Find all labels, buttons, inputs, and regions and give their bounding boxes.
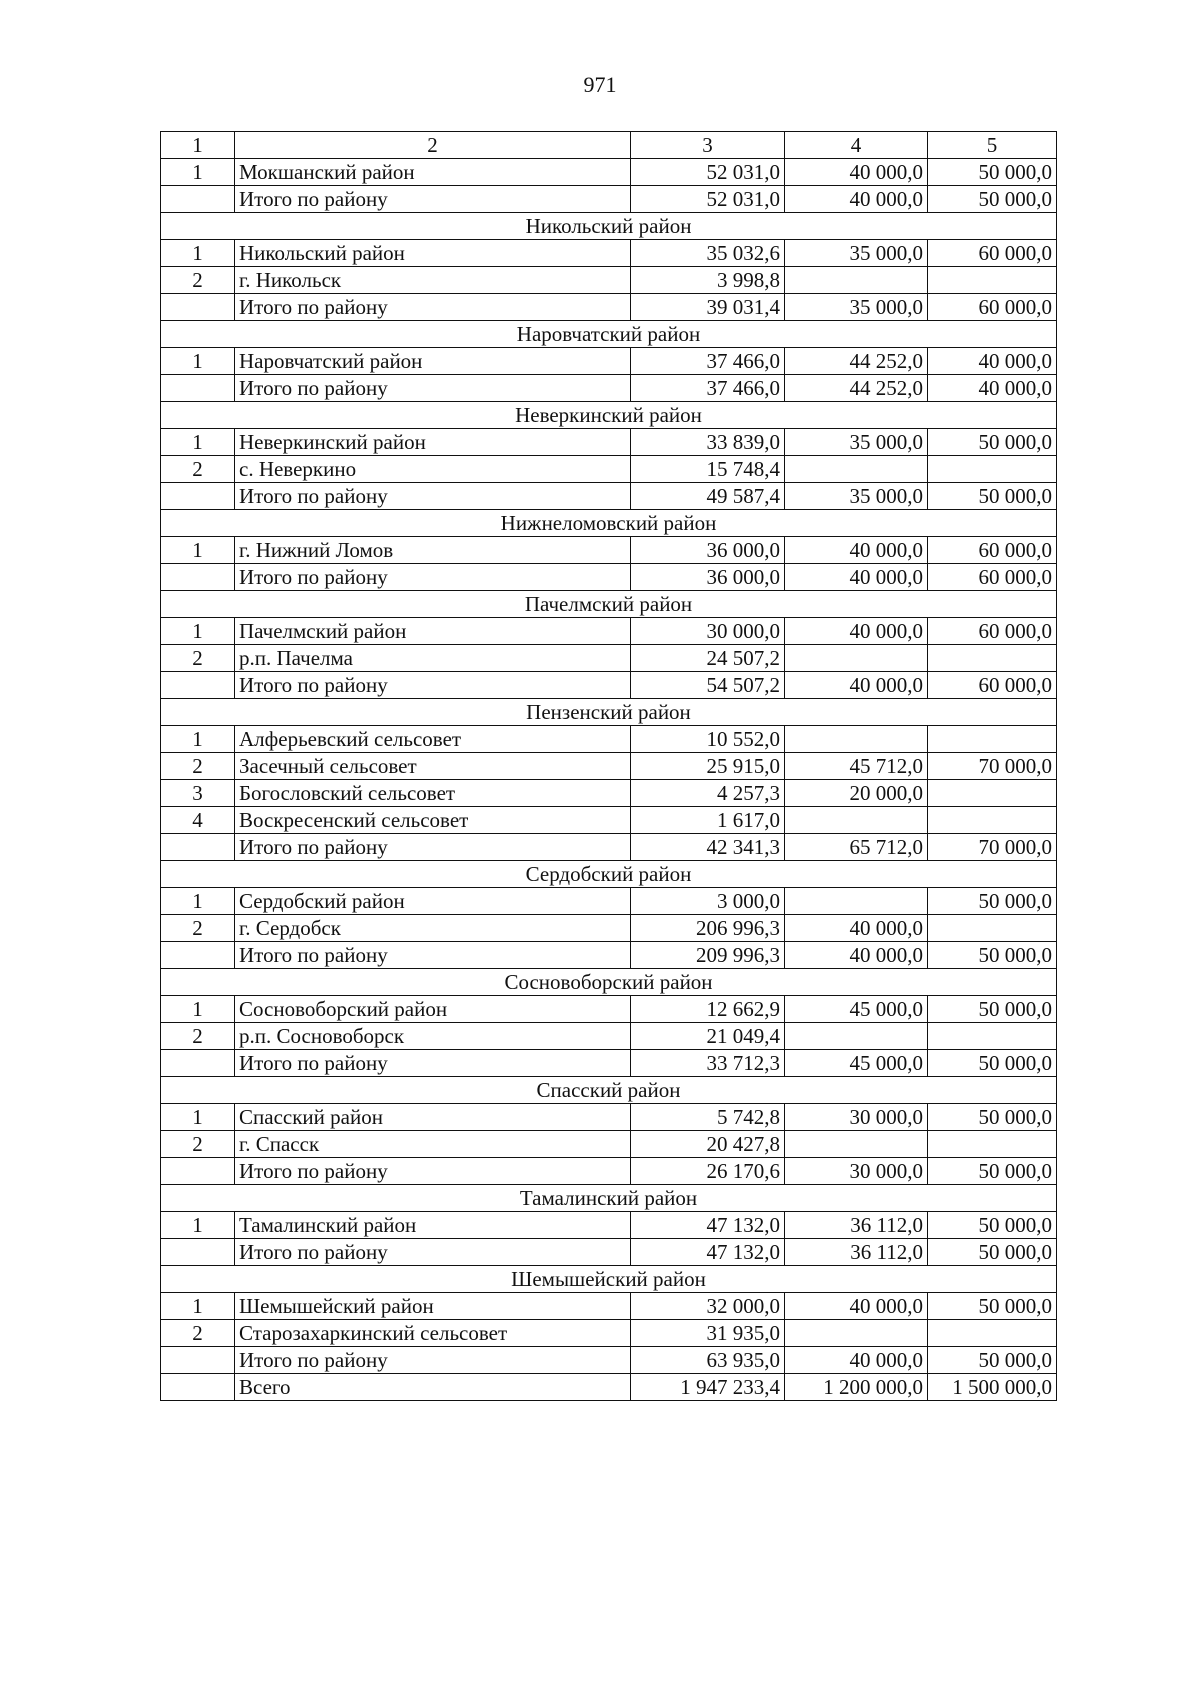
row-name: Итого по району xyxy=(235,942,631,969)
value-col4: 40 000,0 xyxy=(785,537,928,564)
value-col4: 40 000,0 xyxy=(785,618,928,645)
value-col5: 50 000,0 xyxy=(928,1050,1057,1077)
column-header: 2 xyxy=(235,132,631,159)
table-row xyxy=(161,726,1057,753)
row-name: Спасский район xyxy=(235,1104,631,1131)
value-col5 xyxy=(928,1320,1057,1347)
table-row xyxy=(161,456,1057,483)
row-name: г. Спасск xyxy=(235,1131,631,1158)
value-col4: 36 112,0 xyxy=(785,1212,928,1239)
row-number: 1 xyxy=(161,996,235,1023)
row-name: Итого по району xyxy=(235,1239,631,1266)
total-row xyxy=(161,834,1057,861)
value-col3: 3 998,8 xyxy=(631,267,785,294)
budget-table xyxy=(160,131,1057,1401)
section-row xyxy=(161,321,1057,348)
value-col4 xyxy=(785,1320,928,1347)
row-number xyxy=(161,294,235,321)
value-col3: 33 712,3 xyxy=(631,1050,785,1077)
table-row xyxy=(161,645,1057,672)
row-number: 2 xyxy=(161,1320,235,1347)
row-number: 1 xyxy=(161,1104,235,1131)
value-col4: 40 000,0 xyxy=(785,1293,928,1320)
value-col4: 65 712,0 xyxy=(785,834,928,861)
value-col4 xyxy=(785,456,928,483)
table-row xyxy=(161,537,1057,564)
value-col5: 50 000,0 xyxy=(928,483,1057,510)
total-row xyxy=(161,375,1057,402)
row-number: 2 xyxy=(161,456,235,483)
row-number: 2 xyxy=(161,915,235,942)
value-col3: 39 031,4 xyxy=(631,294,785,321)
value-col3: 47 132,0 xyxy=(631,1212,785,1239)
header-row xyxy=(161,132,1057,159)
value-col3: 21 049,4 xyxy=(631,1023,785,1050)
table-row xyxy=(161,1023,1057,1050)
value-col5: 50 000,0 xyxy=(928,888,1057,915)
row-name: Всего xyxy=(235,1374,631,1401)
value-col4: 30 000,0 xyxy=(785,1158,928,1185)
section-title: Никольский район xyxy=(161,213,1057,240)
value-col4: 40 000,0 xyxy=(785,186,928,213)
section-row xyxy=(161,1185,1057,1212)
row-number: 1 xyxy=(161,240,235,267)
value-col3: 4 257,3 xyxy=(631,780,785,807)
value-col5 xyxy=(928,456,1057,483)
row-name: Старозахаркинский сельсовет xyxy=(235,1320,631,1347)
section-title: Наровчатский район xyxy=(161,321,1057,348)
table-row xyxy=(161,618,1057,645)
row-number xyxy=(161,186,235,213)
value-col5: 50 000,0 xyxy=(928,942,1057,969)
value-col5: 60 000,0 xyxy=(928,537,1057,564)
section-title: Тамалинский район xyxy=(161,1185,1057,1212)
value-col5: 50 000,0 xyxy=(928,996,1057,1023)
table-body xyxy=(161,132,1057,1401)
value-col5: 70 000,0 xyxy=(928,834,1057,861)
row-number: 2 xyxy=(161,1131,235,1158)
value-col3: 36 000,0 xyxy=(631,564,785,591)
value-col5: 60 000,0 xyxy=(928,294,1057,321)
row-name: Алферьевский сельсовет xyxy=(235,726,631,753)
row-name: Богословский сельсовет xyxy=(235,780,631,807)
value-col3: 63 935,0 xyxy=(631,1347,785,1374)
value-col3: 54 507,2 xyxy=(631,672,785,699)
table-row xyxy=(161,1320,1057,1347)
row-name: г. Сердобск xyxy=(235,915,631,942)
row-name: Итого по району xyxy=(235,1347,631,1374)
value-col3: 35 032,6 xyxy=(631,240,785,267)
row-number: 2 xyxy=(161,1023,235,1050)
value-col4: 40 000,0 xyxy=(785,1347,928,1374)
value-col5: 60 000,0 xyxy=(928,672,1057,699)
row-name: Неверкинский район xyxy=(235,429,631,456)
row-number: 3 xyxy=(161,780,235,807)
row-name: Тамалинский район xyxy=(235,1212,631,1239)
row-number: 2 xyxy=(161,753,235,780)
section-row xyxy=(161,402,1057,429)
page-number: 971 xyxy=(583,72,617,97)
value-col5: 40 000,0 xyxy=(928,348,1057,375)
value-col5: 50 000,0 xyxy=(928,1239,1057,1266)
value-col3: 47 132,0 xyxy=(631,1239,785,1266)
value-col5: 50 000,0 xyxy=(928,159,1057,186)
section-row xyxy=(161,699,1057,726)
table-row xyxy=(161,753,1057,780)
value-col5 xyxy=(928,645,1057,672)
row-number xyxy=(161,1239,235,1266)
value-col3: 37 466,0 xyxy=(631,348,785,375)
row-number: 2 xyxy=(161,645,235,672)
section-row xyxy=(161,1266,1057,1293)
section-title: Сердобский район xyxy=(161,861,1057,888)
total-row xyxy=(161,294,1057,321)
row-name: Мокшанский район xyxy=(235,159,631,186)
row-name: Сердобский район xyxy=(235,888,631,915)
value-col5: 60 000,0 xyxy=(928,618,1057,645)
row-name: Наровчатский район xyxy=(235,348,631,375)
row-number xyxy=(161,1050,235,1077)
value-col4: 45 000,0 xyxy=(785,996,928,1023)
table-row xyxy=(161,1131,1057,1158)
table-row xyxy=(161,996,1057,1023)
value-col5: 60 000,0 xyxy=(928,564,1057,591)
section-title: Сосновоборский район xyxy=(161,969,1057,996)
section-row xyxy=(161,510,1057,537)
row-name: р.п. Сосновоборск xyxy=(235,1023,631,1050)
total-row xyxy=(161,1158,1057,1185)
row-name: Шемышейский район xyxy=(235,1293,631,1320)
value-col4: 44 252,0 xyxy=(785,375,928,402)
value-col4 xyxy=(785,888,928,915)
column-header: 1 xyxy=(161,132,235,159)
table-row xyxy=(161,780,1057,807)
value-col4: 1 200 000,0 xyxy=(785,1374,928,1401)
value-col3: 15 748,4 xyxy=(631,456,785,483)
section-row xyxy=(161,861,1057,888)
value-col3: 52 031,0 xyxy=(631,159,785,186)
value-col4 xyxy=(785,1131,928,1158)
total-row xyxy=(161,1347,1057,1374)
value-col3: 37 466,0 xyxy=(631,375,785,402)
row-name: Итого по району xyxy=(235,672,631,699)
total-row xyxy=(161,1374,1057,1401)
row-number: 1 xyxy=(161,159,235,186)
row-name: Итого по району xyxy=(235,564,631,591)
row-number: 1 xyxy=(161,726,235,753)
value-col3: 206 996,3 xyxy=(631,915,785,942)
value-col5 xyxy=(928,915,1057,942)
section-row xyxy=(161,1077,1057,1104)
value-col5: 50 000,0 xyxy=(928,1347,1057,1374)
total-row xyxy=(161,186,1057,213)
row-name: Воскресенский сельсовет xyxy=(235,807,631,834)
value-col4: 36 112,0 xyxy=(785,1239,928,1266)
value-col3: 42 341,3 xyxy=(631,834,785,861)
value-col4 xyxy=(785,807,928,834)
row-name: Сосновоборский район xyxy=(235,996,631,1023)
row-number xyxy=(161,942,235,969)
value-col5 xyxy=(928,726,1057,753)
row-number xyxy=(161,672,235,699)
column-header: 3 xyxy=(631,132,785,159)
section-title: Пачелмский район xyxy=(161,591,1057,618)
value-col3: 49 587,4 xyxy=(631,483,785,510)
total-row xyxy=(161,1050,1057,1077)
section-title: Шемышейский район xyxy=(161,1266,1057,1293)
row-name: Засечный сельсовет xyxy=(235,753,631,780)
value-col3: 1 947 233,4 xyxy=(631,1374,785,1401)
value-col3: 25 915,0 xyxy=(631,753,785,780)
value-col5: 50 000,0 xyxy=(928,186,1057,213)
value-col5: 50 000,0 xyxy=(928,1212,1057,1239)
row-name: с. Неверкино xyxy=(235,456,631,483)
value-col3: 52 031,0 xyxy=(631,186,785,213)
row-number: 1 xyxy=(161,429,235,456)
column-header: 5 xyxy=(928,132,1057,159)
value-col3: 24 507,2 xyxy=(631,645,785,672)
row-number: 1 xyxy=(161,537,235,564)
value-col4 xyxy=(785,1023,928,1050)
value-col4: 40 000,0 xyxy=(785,942,928,969)
table-row xyxy=(161,915,1057,942)
column-header: 4 xyxy=(785,132,928,159)
table-row xyxy=(161,1293,1057,1320)
value-col3: 5 742,8 xyxy=(631,1104,785,1131)
value-col3: 33 839,0 xyxy=(631,429,785,456)
table-row xyxy=(161,429,1057,456)
row-number: 1 xyxy=(161,618,235,645)
section-row xyxy=(161,969,1057,996)
value-col5 xyxy=(928,807,1057,834)
row-name: Итого по району xyxy=(235,294,631,321)
row-number xyxy=(161,834,235,861)
total-row xyxy=(161,942,1057,969)
value-col3: 30 000,0 xyxy=(631,618,785,645)
table-row xyxy=(161,240,1057,267)
value-col5 xyxy=(928,780,1057,807)
row-name: Итого по району xyxy=(235,375,631,402)
row-number xyxy=(161,375,235,402)
row-name: Итого по району xyxy=(235,186,631,213)
row-number: 2 xyxy=(161,267,235,294)
row-number: 1 xyxy=(161,888,235,915)
row-name: Итого по району xyxy=(235,1158,631,1185)
value-col4: 40 000,0 xyxy=(785,564,928,591)
value-col4 xyxy=(785,645,928,672)
row-number xyxy=(161,1347,235,1374)
value-col5: 50 000,0 xyxy=(928,429,1057,456)
value-col3: 32 000,0 xyxy=(631,1293,785,1320)
value-col4: 35 000,0 xyxy=(785,429,928,456)
table-row xyxy=(161,888,1057,915)
row-number xyxy=(161,564,235,591)
value-col4 xyxy=(785,267,928,294)
total-row xyxy=(161,1239,1057,1266)
value-col4: 20 000,0 xyxy=(785,780,928,807)
value-col5 xyxy=(928,1023,1057,1050)
table-row xyxy=(161,1104,1057,1131)
value-col4: 35 000,0 xyxy=(785,294,928,321)
value-col5: 60 000,0 xyxy=(928,240,1057,267)
section-title: Спасский район xyxy=(161,1077,1057,1104)
row-number xyxy=(161,483,235,510)
total-row xyxy=(161,672,1057,699)
row-number xyxy=(161,1158,235,1185)
section-title: Нижнеломовский район xyxy=(161,510,1057,537)
value-col5: 40 000,0 xyxy=(928,375,1057,402)
value-col3: 20 427,8 xyxy=(631,1131,785,1158)
value-col4: 40 000,0 xyxy=(785,159,928,186)
section-title: Неверкинский район xyxy=(161,402,1057,429)
value-col3: 31 935,0 xyxy=(631,1320,785,1347)
row-name: Пачелмский район xyxy=(235,618,631,645)
table-row xyxy=(161,348,1057,375)
table-row xyxy=(161,159,1057,186)
value-col5: 50 000,0 xyxy=(928,1158,1057,1185)
table-row xyxy=(161,807,1057,834)
total-row xyxy=(161,483,1057,510)
value-col3: 26 170,6 xyxy=(631,1158,785,1185)
section-title: Пензенский район xyxy=(161,699,1057,726)
value-col4: 40 000,0 xyxy=(785,672,928,699)
row-name: г. Нижний Ломов xyxy=(235,537,631,564)
value-col5 xyxy=(928,1131,1057,1158)
row-number xyxy=(161,1374,235,1401)
table-row xyxy=(161,267,1057,294)
value-col4: 45 000,0 xyxy=(785,1050,928,1077)
value-col5: 50 000,0 xyxy=(928,1293,1057,1320)
row-name: г. Никольск xyxy=(235,267,631,294)
value-col4: 35 000,0 xyxy=(785,483,928,510)
value-col3: 3 000,0 xyxy=(631,888,785,915)
row-name: Итого по району xyxy=(235,834,631,861)
row-name: Никольский район xyxy=(235,240,631,267)
value-col4 xyxy=(785,726,928,753)
row-name: Итого по району xyxy=(235,483,631,510)
value-col5: 50 000,0 xyxy=(928,1104,1057,1131)
section-row xyxy=(161,591,1057,618)
row-name: р.п. Пачелма xyxy=(235,645,631,672)
value-col4: 45 712,0 xyxy=(785,753,928,780)
value-col3: 36 000,0 xyxy=(631,537,785,564)
row-number: 1 xyxy=(161,348,235,375)
value-col3: 1 617,0 xyxy=(631,807,785,834)
row-number: 4 xyxy=(161,807,235,834)
row-number: 1 xyxy=(161,1293,235,1320)
value-col4: 44 252,0 xyxy=(785,348,928,375)
value-col4: 40 000,0 xyxy=(785,915,928,942)
value-col4: 35 000,0 xyxy=(785,240,928,267)
total-row xyxy=(161,564,1057,591)
value-col3: 10 552,0 xyxy=(631,726,785,753)
section-row xyxy=(161,213,1057,240)
value-col4: 30 000,0 xyxy=(785,1104,928,1131)
value-col5: 70 000,0 xyxy=(928,753,1057,780)
row-name: Итого по району xyxy=(235,1050,631,1077)
value-col5: 1 500 000,0 xyxy=(928,1374,1057,1401)
value-col3: 209 996,3 xyxy=(631,942,785,969)
table-row xyxy=(161,1212,1057,1239)
row-number: 1 xyxy=(161,1212,235,1239)
value-col3: 12 662,9 xyxy=(631,996,785,1023)
value-col5 xyxy=(928,267,1057,294)
